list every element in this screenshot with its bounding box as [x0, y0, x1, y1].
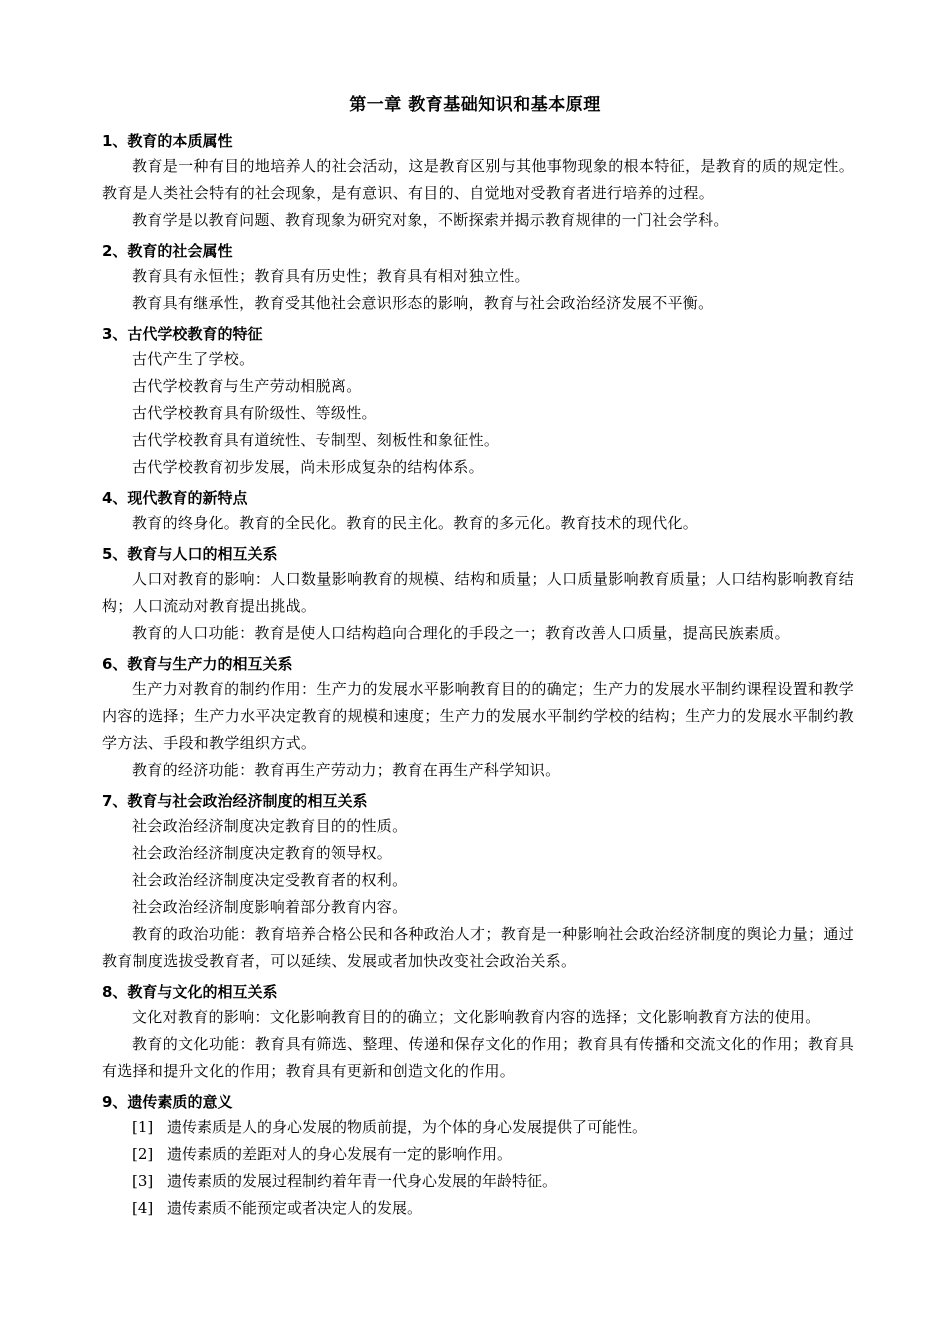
section-1: [102, 130, 854, 234]
section-heading: 3、古代学校教育的特征: [102, 325, 263, 343]
document-body: [102, 130, 854, 1228]
section-3: [102, 323, 854, 481]
list-marker: [3]: [132, 1172, 154, 1190]
list-item-text: 遗传素质的发展过程制约着年青一代身心发展的年龄特征。: [167, 1172, 558, 1190]
list-marker: [4]: [132, 1199, 154, 1217]
paragraph: 社会政治经济制度影响着部分教育内容。: [132, 898, 408, 916]
paragraph: 文化对教育的影响：文化影响教育目的的确立；文化影响教育内容的选择；文化影响教育方法的使用。: [132, 1008, 821, 1026]
list-item-text: 遗传素质是人的身心发展的物质前提，为个体的身心发展提供了可能性。: [167, 1118, 648, 1136]
list-item: [102, 1141, 854, 1168]
section-heading: 4、现代教育的新特点: [102, 489, 248, 507]
section-heading: 5、教育与人口的相互关系: [102, 545, 278, 563]
list-item: [102, 1114, 854, 1141]
paragraph: 社会政治经济制度决定教育的领导权。: [132, 844, 393, 862]
section-6: [102, 653, 854, 784]
paragraph: 教育的文化功能：教育具有筛选、整理、传递和保存文化的作用；教育具有传播和交流文化的作用；教育具有选择和提升文化的作用；教育具有更新和创造文化的作用。: [102, 1035, 854, 1080]
paragraph: 教育的政治功能：教育培养合格公民和各种政治人才；教育是一种影响社会政治经济制度的舆论力量；通过教育制度选拔受教育者，可以延续、发展或者加快改变社会政治关系。: [102, 925, 854, 970]
section-heading: 6、教育与生产力的相互关系: [102, 655, 293, 673]
paragraph: 社会政治经济制度决定受教育者的权利。: [132, 871, 408, 889]
list-item: [102, 1195, 854, 1222]
section-heading: 2、教育的社会属性: [102, 242, 233, 260]
section-heading: 8、教育与文化的相互关系: [102, 983, 278, 1001]
paragraph: 古代学校教育具有阶级性、等级性。: [132, 404, 377, 422]
paragraph: 教育的人口功能：教育是使人口结构趋向合理化的手段之一；教育改善人口质量，提高民族素质。: [132, 624, 790, 642]
section-5: [102, 543, 854, 647]
paragraph: 教育的经济功能：教育再生产劳动力；教育在再生产科学知识。: [132, 761, 561, 779]
list-item-text: 遗传素质不能预定或者决定人的发展。: [167, 1199, 423, 1217]
section-heading: 9、遗传素质的意义: [102, 1093, 233, 1111]
chapter-title: 第一章 教育基础知识和基本原理: [349, 95, 601, 115]
section-heading: 7、教育与社会政治经济制度的相互关系: [102, 792, 368, 810]
paragraph: 教育学是以教育问题、教育现象为研究对象，不断探索并揭示教育规律的一门社会学科。: [132, 211, 729, 229]
paragraph: 教育具有永恒性；教育具有历史性；教育具有相对独立性。: [132, 267, 530, 285]
section-9: [102, 1091, 854, 1222]
paragraph: 古代学校教育与生产劳动相脱离。: [132, 377, 362, 395]
paragraph: 人口对教育的影响：人口数量影响教育的规模、结构和质量；人口质量影响教育质量；人口结构影响教育结构；人口流动对教育提出挑战。: [102, 570, 854, 615]
section-8: [102, 981, 854, 1085]
paragraph: 古代学校教育具有道统性、专制型、刻板性和象征性。: [132, 431, 500, 449]
paragraph: 古代产生了学校。: [132, 350, 255, 368]
paragraph: 古代学校教育初步发展，尚未形成复杂的结构体系。: [132, 458, 484, 476]
paragraph: 社会政治经济制度决定教育目的的性质。: [132, 817, 408, 835]
list-marker: [2]: [132, 1145, 154, 1163]
section-heading: 1、教育的本质属性: [102, 132, 233, 150]
section-2: [102, 240, 854, 317]
list-item-text: 遗传素质的差距对人的身心发展有一定的影响作用。: [167, 1145, 513, 1163]
paragraph: 生产力对教育的制约作用：生产力的发展水平影响教育目的的确定；生产力的发展水平制约课程设置和教学内容的选择；生产力水平决定教育的规模和速度；生产力的发展水平制约学校的结构；生产力的发展水平制约教学方法、手段和教学组织方式。: [102, 680, 854, 752]
section-4: [102, 487, 854, 537]
paragraph: 教育具有继承性，教育受其他社会意识形态的影响，教育与社会政治经济发展不平衡。: [132, 294, 714, 312]
list-marker: [1]: [132, 1118, 154, 1136]
section-7: [102, 790, 854, 975]
paragraph: 教育是一种有目的地培养人的社会活动，这是教育区别与其他事物现象的根本特征，是教育的质的规定性。教育是人类社会特有的社会现象，是有意识、有目的、自觉地对受教育者进行培养的过程。: [102, 157, 854, 202]
list-item: [102, 1168, 854, 1195]
paragraph: 教育的终身化。教育的全民化。教育的民主化。教育的多元化。教育技术的现代化。: [132, 514, 699, 532]
